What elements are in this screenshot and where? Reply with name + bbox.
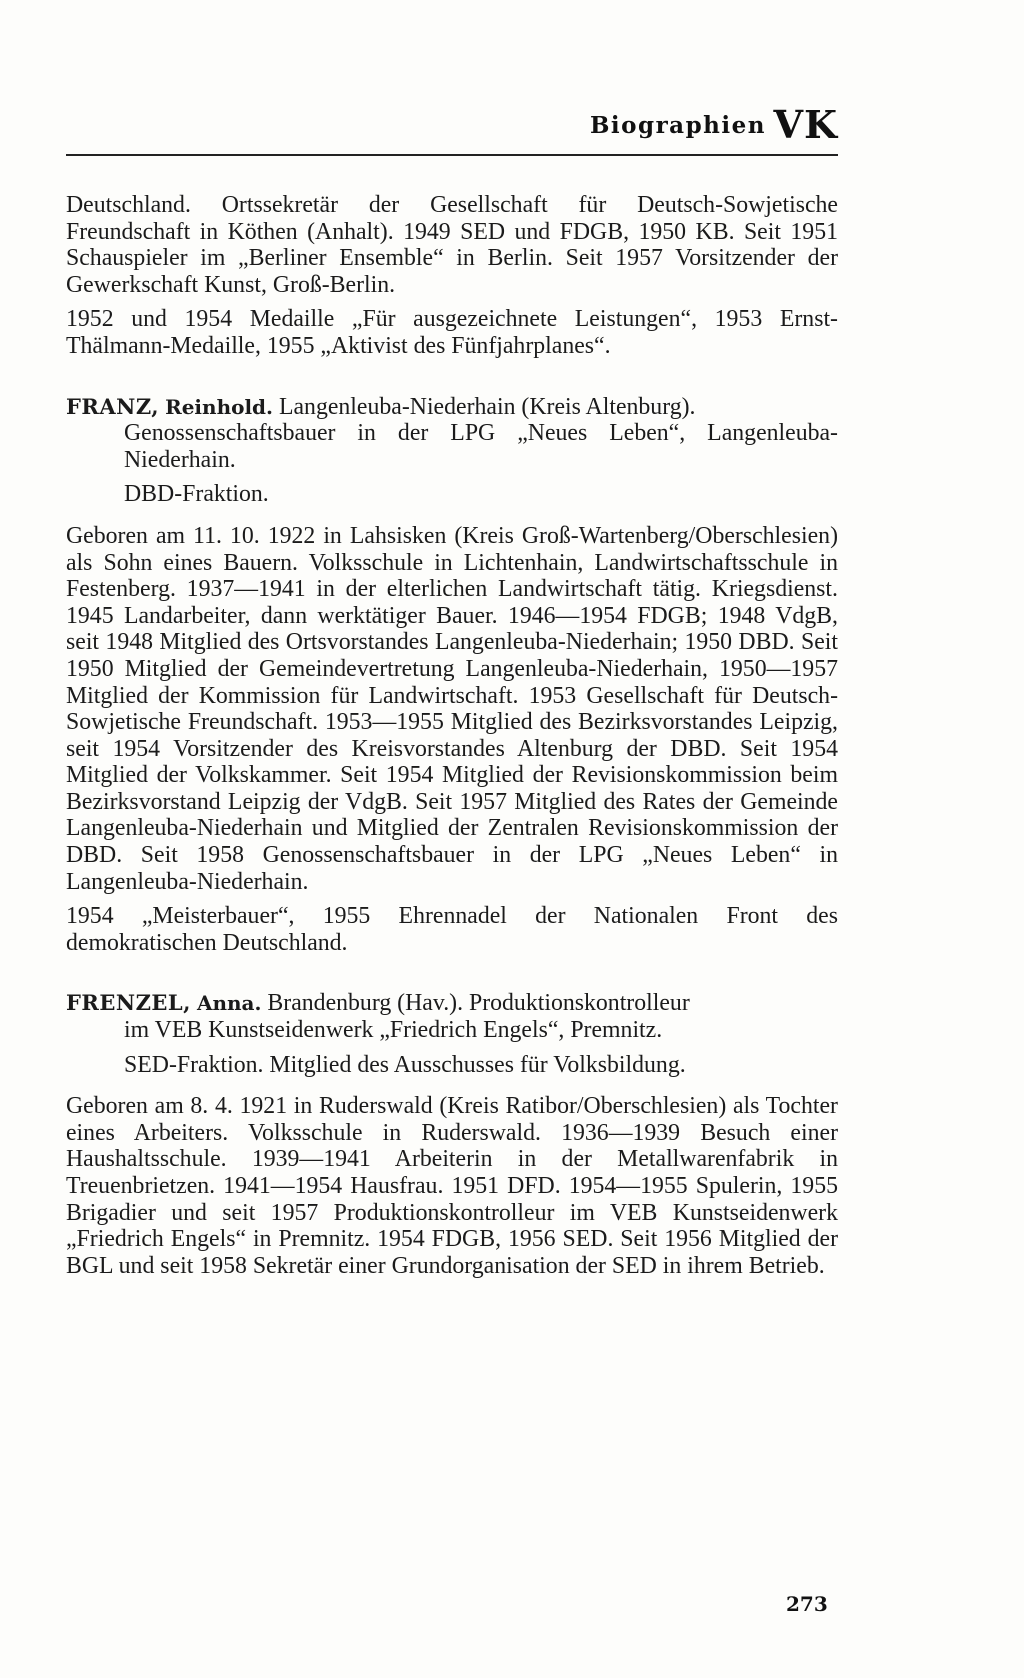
entry-occupation: im VEB Kunstseidenwerk „Friedrich Engels“, Premnitz. [124,1017,663,1044]
running-title: Biographien [589,112,766,139]
entry-faction: SED-Fraktion. Mitglied des Ausschusses für Volksbildung. [124,1051,686,1078]
entry-constituency: Brandenburg (Hav.). Produktionskontrolleur [261,990,690,1017]
page [66,96,838,1279]
entry-firstname: Anna. [196,991,262,1016]
entry-awards: 1952 und 1954 Medaille „Für ausgezeichnete Leistungen“, 1953 Ernst-Thälmann-Medaille, 1955 „Aktivist des Fünfjahrplanes“. [66,306,838,359]
entry-franz [66,394,838,957]
entry-body: Geboren am 8. 4. 1921 in Ruderswald (Kreis Ratibor/Oberschlesien) als Tochter eines Arbeiters. Volksschule in Ruderswald. 1936—1939 Besuch einer Haushaltsschule. 1939—1941 Arbeiterin in der Metallwarenfabrik in Treuenbrietzen. 1941—1954 Hausfrau. 1951 DFD. 1954—1955 Spulerin, 1955 Brigadier und seit 1957 Produktionskontrolleur im VEB Kunstseidenwerk „Friedrich Engels“ in Premnitz. 1954 FDGB, 1956 SED. Seit 1956 Mitglied der BGL und seit 1958 Sekretär einer Grundorganisation der SED in ihrem Betrieb. [66,1093,838,1279]
entry-heading [66,990,838,1017]
entry-body: Geboren am 11. 10. 1922 in Lahsisken (Kreis Groß-Wartenberg/Oberschlesien) als Sohn eines Bauern. Volksschule in Lichtenhain, Landwirtschaftsschule in Festenberg. 1937—1941 in der elterlichen Landwirtschaft tätig. Kriegsdienst. 1945 Landarbeiter, dann werktätiger Bauer. 1946—1954 FDGB; 1948 VdgB, seit 1948 Mitglied des Ortsvorstandes Langenleuba-Niederhain; 1950 DBD. Seit 1950 Mitglied der Gemeindevertretung Langenleuba-Niederhain, 1950—1957 Mitglied der Kommission für Landwirtschaft. 1953 Gesellschaft für Deutsch-Sowjetische Freundschaft. 1953—1955 Mitglied des Bezirksvorstandes Leipzig, seit 1954 Vorsitzender des Kreisvorstandes Altenburg der DBD. Seit 1954 Mitglied der Volkskammer. Seit 1954 Mitglied der Revisionskommission beim Bezirksvorstand Leipzig der VdgB. Seit 1957 Mitglied des Rates der Gemeinde Langenleuba-Niederhain und Mitglied der Zentralen Revisionskommission der DBD. Seit 1958 Genossenschaftsbauer in der LPG „Neues Leben“ in Langenleuba-Niederhain. [66,522,838,895]
entry-continued [66,192,838,360]
page-number: 273 [786,1592,828,1616]
entry-surname: FRENZEL, [66,990,191,1016]
entry-awards: 1954 „Meisterbauer“, 1955 Ehrennadel der Nationalen Front des demokratischen Deutschland. [66,903,838,956]
entry-frenzel [66,990,838,1279]
entry-occupation: Genossenschaftsbauer in der LPG „Neues Leben“, Langenleuba-Niederhain. [124,420,838,473]
entry-body: Deutschland. Ortssekretär der Gesellschaft für Deutsch-Sowjetische Freundschaft in Köthen (Anhalt). 1949 SED und FDGB, 1950 KB. Seit 1951 Schauspieler im „Berliner Ensemble“ in Berlin. Seit 1957 Vorsitzender der Gewerkschaft Kunst, Groß-Berlin. [66,192,838,298]
entry-firstname: Reinhold. [165,394,273,419]
entry-faction: DBD-Fraktion. [124,481,269,508]
entry-heading [66,394,838,421]
entry-constituency: Langenleuba-Niederhain (Kreis Altenburg). [273,393,696,420]
entry-surname: FRANZ, [66,393,160,419]
section-code: VK [773,102,838,147]
running-head [66,96,838,156]
